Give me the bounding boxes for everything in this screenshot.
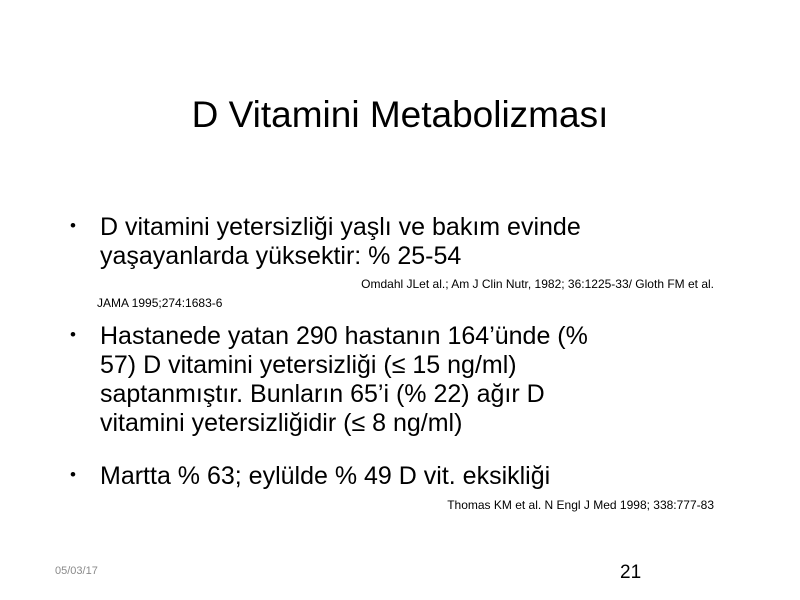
page-number: 21 — [620, 562, 642, 583]
bullet-line: yaşayanlarda yüksektir: % 25-54 — [100, 242, 462, 270]
bullet-line: 57) D vitamini yetersizliği (≤ 15 ng/ml) — [100, 351, 517, 379]
bullet-dot: • — [70, 325, 76, 344]
bullet-line: vitamini yetersizliğidir (≤ 8 ng/ml) — [100, 409, 463, 437]
reference-1-line-1: Omdahl JLet al.; Am J Clin Nutr, 1982; 36:1225-33/ Gloth FM et al. — [361, 277, 714, 291]
bullet-text-1 — [100, 213, 725, 271]
bullet-dot: • — [70, 465, 76, 484]
bullet-line: Hastanede yatan 290 hastanın 164’ünde (% — [100, 322, 588, 350]
footer-date: 05/03/17 — [55, 565, 98, 577]
bullet-line: D vitamini yetersizliği yaşlı ve bakım evinde — [100, 213, 581, 241]
reference-3: Thomas KM et al. N Engl J Med 1998; 338:777-83 — [447, 498, 714, 512]
bullet-line: saptanmıştır. Bunların 65’i (% 22) ağır D — [100, 380, 545, 408]
bullet-dot: • — [70, 216, 76, 235]
slide-title: D Vitamini Metabolizması — [191, 94, 609, 135]
bullet-text-3 — [100, 462, 725, 491]
bullet-text-2 — [100, 322, 725, 438]
bullet-line: Martta % 63; eylülde % 49 D vit. eksikliği — [100, 462, 551, 490]
reference-1-line-2: JAMA 1995;274:1683-6 — [97, 296, 223, 310]
